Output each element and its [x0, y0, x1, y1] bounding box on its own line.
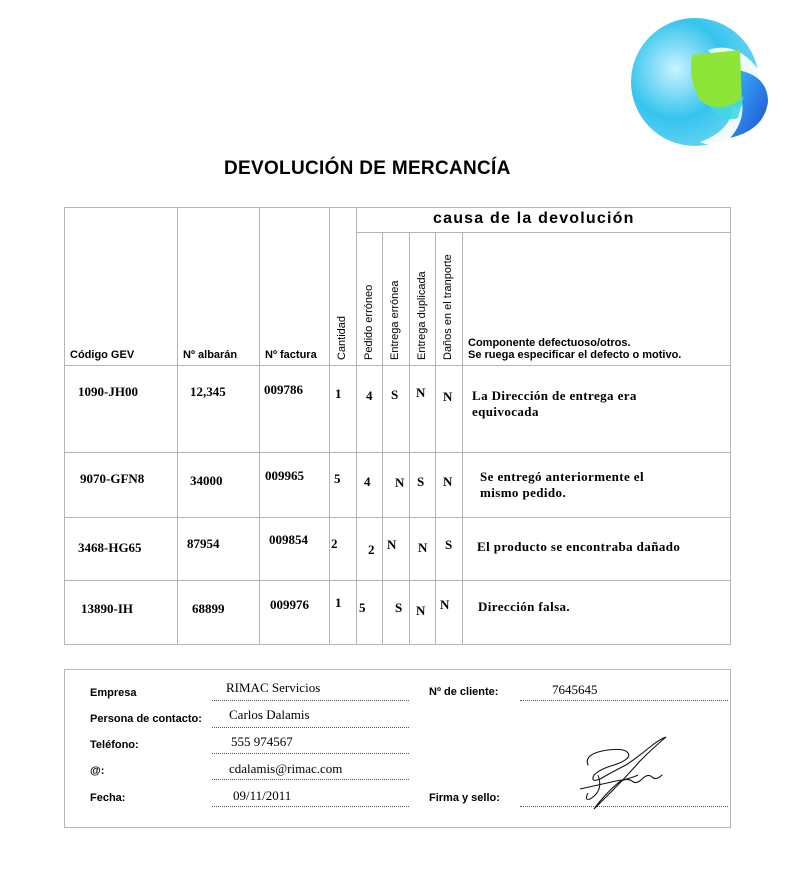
page-title: DEVOLUCIÓN DE MERCANCÍA: [224, 158, 511, 179]
table-row-2-cantidad: 5: [334, 471, 341, 486]
table-row-1-motivo-line2: equivocada: [472, 404, 539, 419]
contacto-value: Carlos Dalamis: [229, 707, 310, 722]
header-albaran: Nº albarán: [183, 349, 238, 361]
table-row-3-cantidad: 2: [331, 536, 338, 551]
firma-label: Firma y sello:: [429, 792, 500, 804]
table-row-1-danos: N: [443, 389, 453, 404]
table-row-1-pedido: 4: [366, 388, 373, 403]
table-row-3-danos: S: [445, 537, 453, 552]
table-row-3-motivo-line1: El producto se encontraba dañado: [477, 539, 681, 554]
table-row-2-pedido: 4: [364, 474, 371, 489]
table-row-2-motivo-line1: Se entregó anteriormente el: [480, 469, 644, 484]
table-row-2-danos: N: [443, 474, 453, 489]
cliente-value: 7645645: [552, 682, 598, 697]
table-row-3-albaran: 87954: [187, 536, 220, 551]
fecha-value: 09/11/2011: [233, 788, 292, 803]
table-row-3-entrega-dup: N: [418, 540, 428, 555]
table-row-4-entrega-err: S: [395, 600, 403, 615]
table-row-4-pedido: 5: [359, 600, 366, 615]
table-row-2-albaran: 34000: [190, 473, 223, 488]
header-factura: Nº factura: [265, 349, 317, 361]
table-row-3-entrega-err: N: [387, 537, 397, 552]
telefono-label: Teléfono:: [90, 739, 139, 751]
signature-icon: [574, 735, 674, 815]
telefono-value: 555 974567: [231, 734, 293, 749]
header-componente-line1: Componente defectuoso/otros.: [468, 337, 631, 349]
table-row-4-cantidad: 1: [335, 595, 342, 610]
table-row-2-entrega-dup: S: [417, 474, 425, 489]
table-row-4-danos: N: [440, 597, 450, 612]
header-cantidad: Cantidad: [336, 315, 348, 360]
email-label: @:: [90, 765, 105, 777]
table-row-3-factura: 009854: [269, 532, 308, 547]
contacto-label: Persona de contacto:: [90, 713, 202, 725]
company-logo-icon: [620, 10, 780, 160]
header-pedido-erroneo: Pedido erróneo: [363, 284, 375, 360]
header-codigo: Código GEV: [70, 349, 135, 361]
empresa-label: Empresa: [90, 687, 137, 699]
table-row-1-factura: 009786: [264, 382, 303, 397]
table-row-2-entrega-err: N: [395, 475, 405, 490]
cliente-label: Nº de cliente:: [429, 686, 499, 698]
table-row-3-codigo: 3468-HG65: [78, 540, 142, 555]
table-row-2-motivo-line2: mismo pedido.: [480, 485, 567, 500]
table-row-1-albaran: 12,345: [190, 384, 226, 399]
table-row-2-factura: 009965: [265, 468, 304, 483]
header-entrega-erronea: Entrega errónea: [389, 280, 401, 360]
table-row-1-entrega-dup: N: [416, 385, 426, 400]
table-row-4-motivo-line1: Dirección falsa.: [478, 599, 571, 614]
causa-title: causa de la devolución: [433, 210, 635, 227]
table-row-2-codigo: 9070-GFN8: [80, 471, 145, 486]
email-value: cdalamis@rimac.com: [229, 761, 343, 776]
table-row-1-entrega-err: S: [391, 387, 399, 402]
table-row-4-albaran: 68899: [192, 601, 225, 616]
table-row-1-motivo-line1: La Dirección de entrega era: [472, 388, 637, 403]
header-componente-line2: Se ruega especificar el defecto o motivo.: [468, 349, 682, 361]
empresa-value: RIMAC Servicios: [226, 680, 321, 695]
table-row-4-factura: 009976: [270, 597, 309, 612]
header-entrega-duplicada: Entrega duplicada: [416, 271, 428, 360]
table-row-3-pedido: 2: [368, 542, 375, 557]
fecha-label: Fecha:: [90, 792, 126, 804]
table-row-4-entrega-dup: N: [416, 603, 426, 618]
table-row-1-codigo: 1090-JH00: [78, 384, 138, 399]
header-danos-transporte: Daños en el tranporte: [442, 254, 454, 360]
table-row-1-cantidad: 1: [335, 386, 342, 401]
table-row-4-codigo: 13890-IH: [81, 601, 133, 616]
